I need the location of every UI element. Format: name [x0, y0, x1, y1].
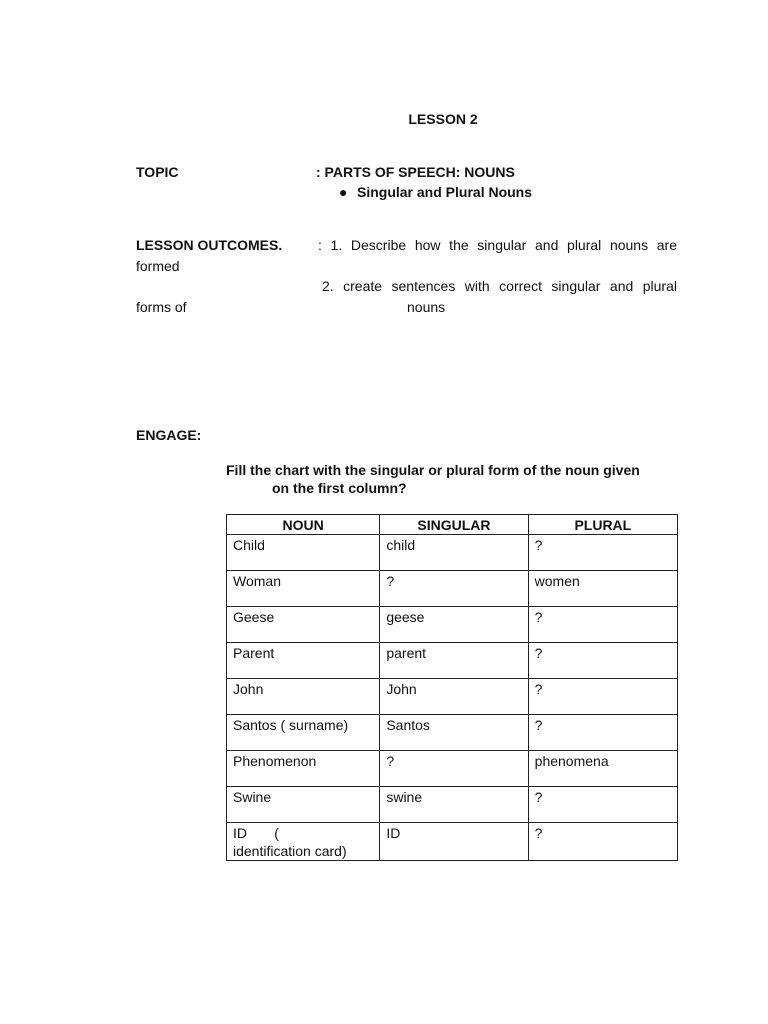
cell-singular: child	[380, 535, 528, 571]
table-row	[227, 535, 678, 571]
cell-plural: ?	[528, 535, 677, 571]
cell-singular: geese	[380, 607, 528, 643]
outcome-2-line-2a: forms of	[136, 299, 187, 315]
cell-plural: ?	[528, 715, 677, 751]
cell-plural: ?	[528, 823, 677, 861]
table-row	[227, 643, 678, 679]
cell-plural: ?	[528, 643, 677, 679]
topic-label: TOPIC	[136, 164, 179, 180]
outcomes-label: LESSON OUTCOMES.	[136, 237, 283, 253]
outcome-1-line-2: formed	[136, 258, 180, 274]
cell-noun: Swine	[227, 787, 380, 823]
table-row	[227, 751, 678, 787]
header-singular: SINGULAR	[380, 515, 528, 535]
instruction-line-1: Fill the chart with the singular or plural form of the noun given	[226, 462, 640, 478]
cell-plural: phenomena	[528, 751, 677, 787]
cell-noun: John	[227, 679, 380, 715]
cell-noun: ID ( identification card)	[227, 823, 380, 861]
cell-singular: ?	[380, 751, 528, 787]
table-row	[227, 571, 678, 607]
cell-plural: ?	[528, 607, 677, 643]
lesson-title-text: LESSON 2	[408, 111, 478, 127]
table-row	[227, 787, 678, 823]
cell-plural: ?	[528, 679, 677, 715]
cell-noun: Child	[227, 535, 380, 571]
engage-label: ENGAGE:	[136, 427, 202, 443]
cell-singular: Santos	[380, 715, 528, 751]
cell-noun: Santos ( surname)	[227, 715, 380, 751]
table-header-row	[227, 515, 678, 535]
cell-singular: ?	[380, 571, 528, 607]
outcome-2-line-2b: nouns	[407, 299, 446, 315]
header-noun: NOUN	[227, 515, 380, 535]
subtopic-text: Singular and Plural Nouns	[357, 184, 533, 200]
cell-singular: John	[380, 679, 528, 715]
cell-noun: Woman	[227, 571, 380, 607]
outcome-2-line-1: 2. create sentences with correct singular and plural	[322, 278, 677, 294]
outcome-1-line-1: : 1. Describe how the singular and plural nouns are	[318, 237, 677, 253]
table-row	[227, 607, 678, 643]
instruction-line-2: on the first column?	[272, 480, 407, 496]
cell-noun: Geese	[227, 607, 380, 643]
cell-singular: parent	[380, 643, 528, 679]
bullet-icon: ●	[339, 184, 348, 200]
topic-value: : PARTS OF SPEECH: NOUNS	[316, 164, 515, 180]
cell-plural: women	[528, 571, 677, 607]
table-row	[227, 715, 678, 751]
cell-noun: Parent	[227, 643, 380, 679]
cell-singular: swine	[380, 787, 528, 823]
table-row	[227, 679, 678, 715]
cell-noun: Phenomenon	[227, 751, 380, 787]
lesson-title	[0, 111, 768, 127]
cell-singular: ID	[380, 823, 528, 861]
subtopic-bullet-item	[339, 184, 532, 200]
header-plural: PLURAL	[528, 515, 677, 535]
noun-chart-table	[226, 514, 678, 861]
table-row	[227, 823, 678, 861]
cell-plural: ?	[528, 787, 677, 823]
